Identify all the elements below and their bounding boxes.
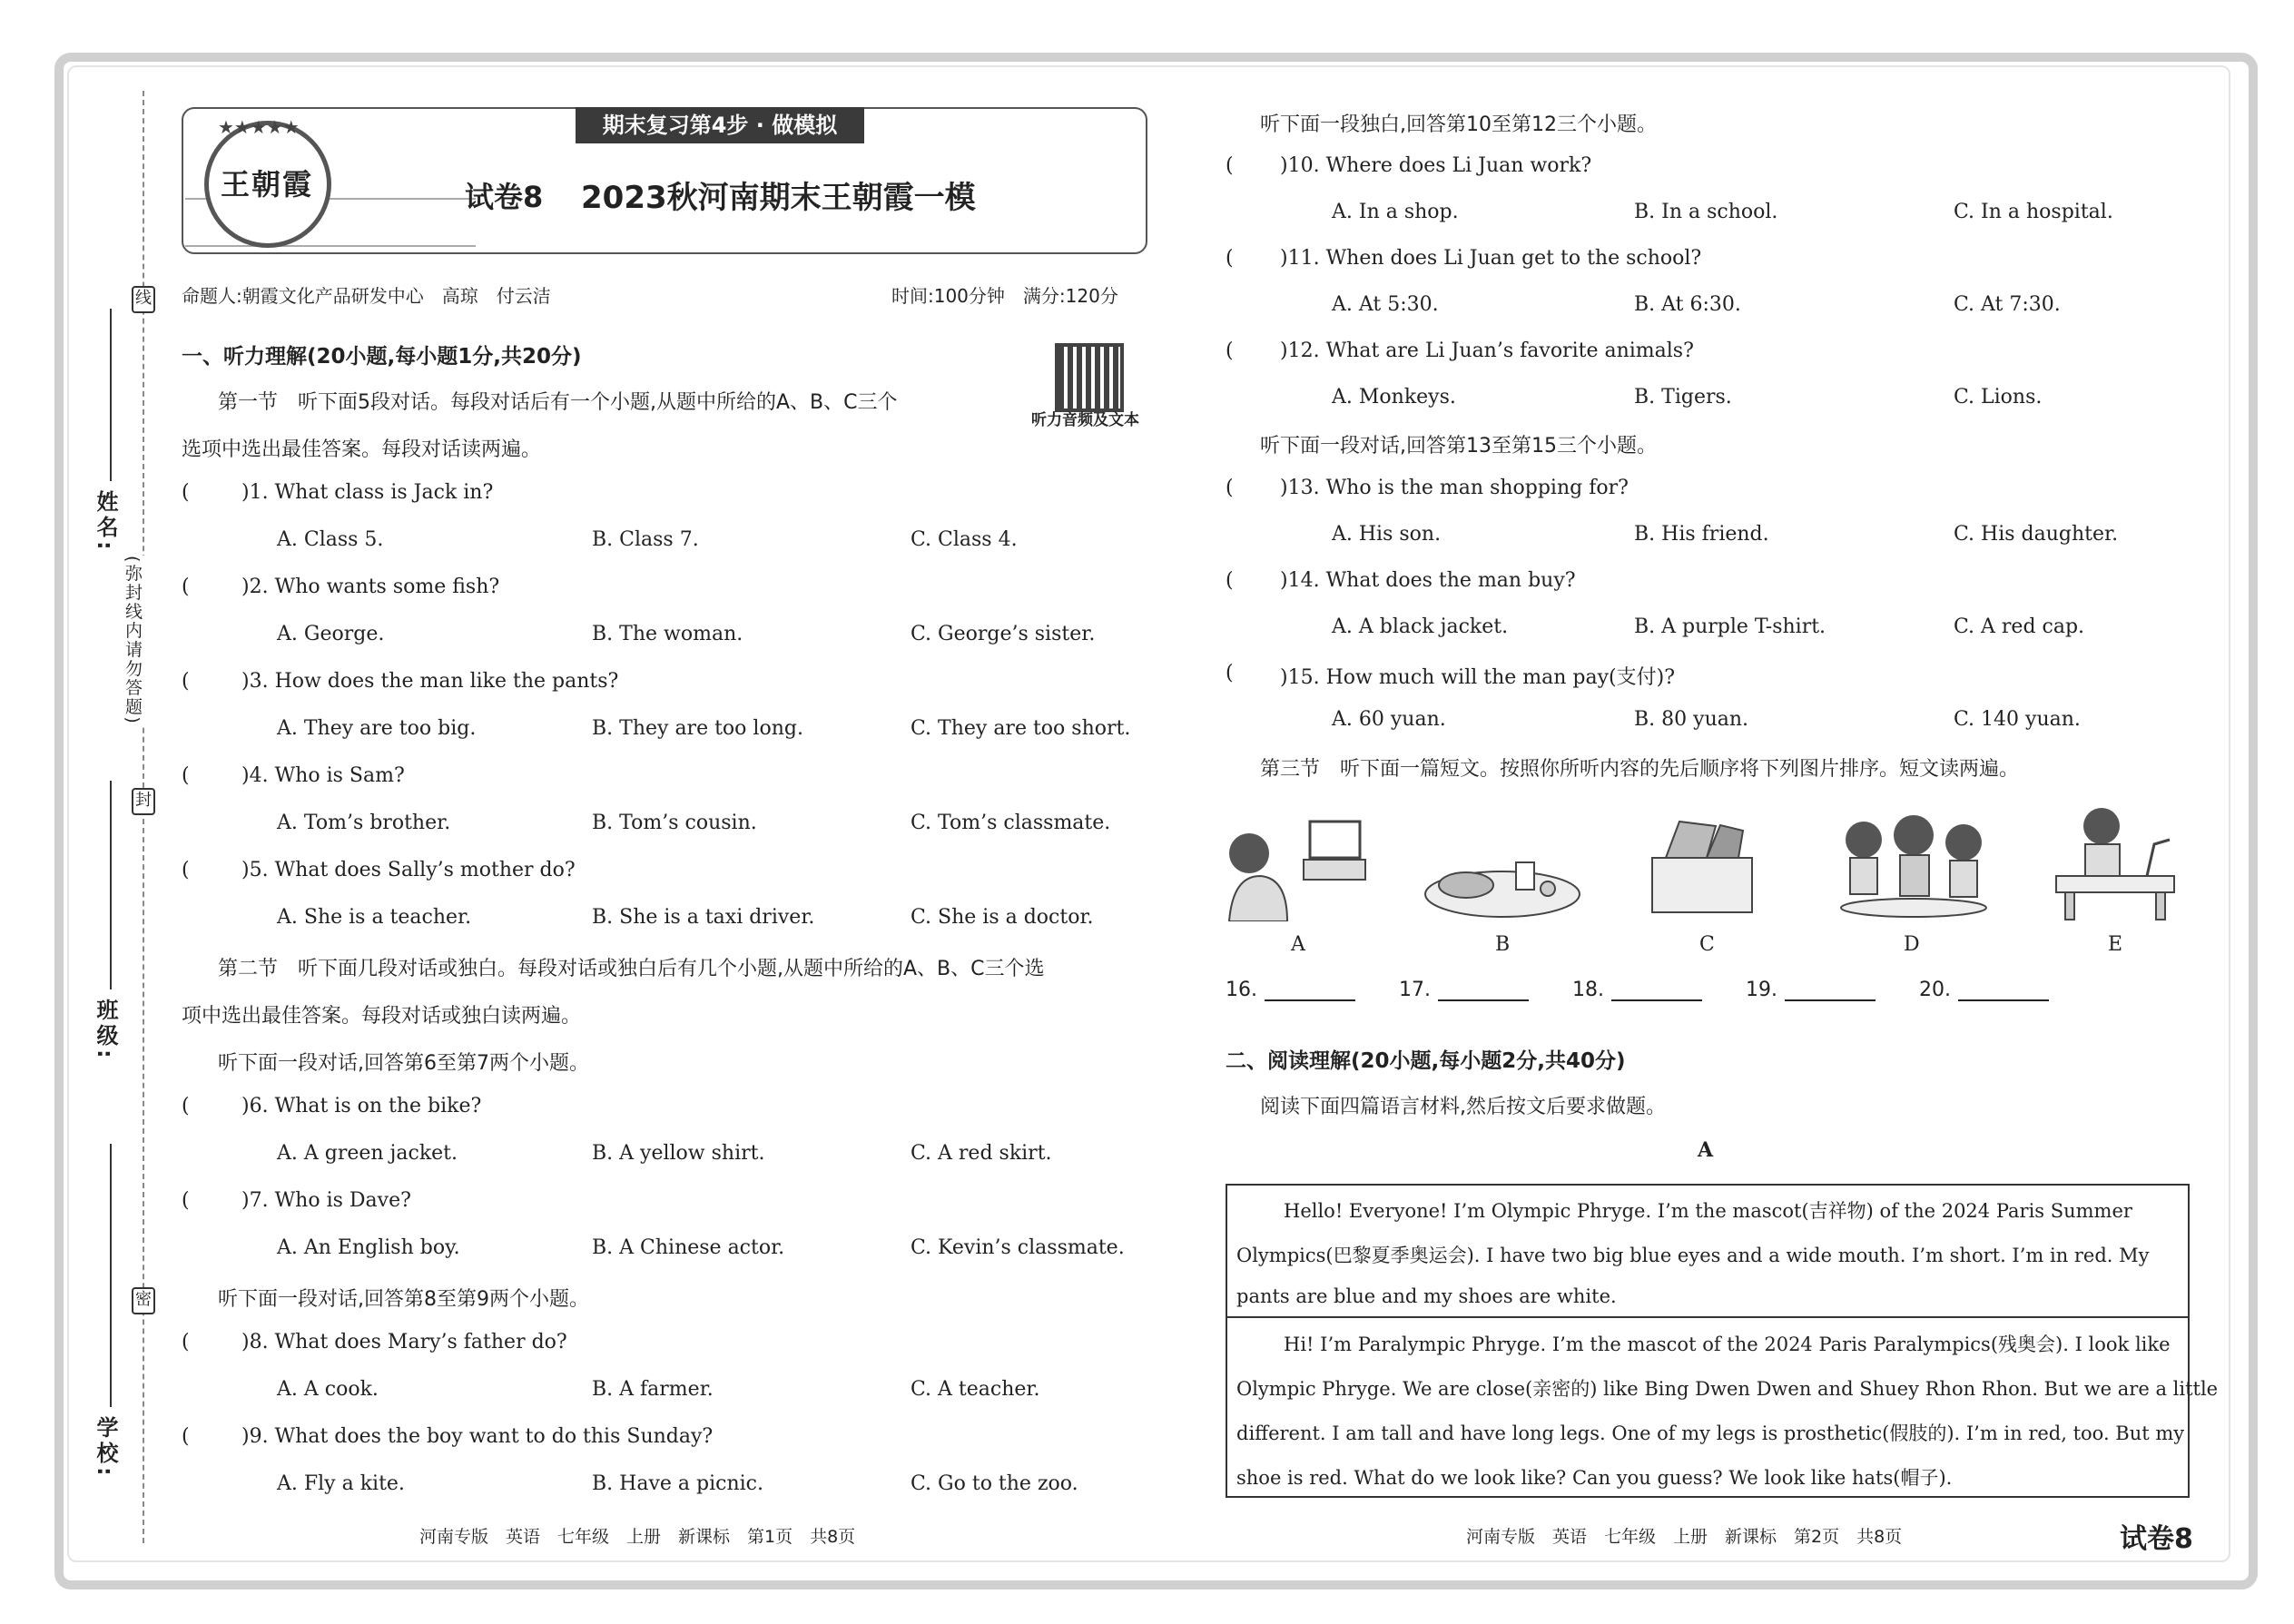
option-a: A. His son. — [1332, 523, 1442, 546]
blank-18[interactable] — [1572, 979, 1702, 1001]
seal-xian: 线 — [132, 286, 155, 313]
authors: 命题人:朝霞文化产品研发中心 高琼 付云洁 — [182, 285, 551, 307]
answer-paren[interactable]: ( — [182, 481, 190, 504]
question-stem: )3. How does the man like the pants? — [241, 670, 619, 693]
picture-b — [1421, 849, 1584, 921]
answer-paren[interactable]: ( — [182, 1095, 190, 1117]
option-b: B. She is a taxi driver. — [592, 906, 815, 929]
section2-heading: 二、阅读理解(20小题,每小题2分,共40分) — [1226, 1049, 1626, 1073]
paper-number: 试卷8 — [465, 180, 544, 214]
option-c: C. Kevin’s classmate. — [911, 1236, 1125, 1259]
reading-intro: 阅读下面四篇语言材料,然后按文后要求做题。 — [1260, 1096, 1666, 1118]
option-c: C. A teacher. — [911, 1378, 1040, 1401]
picture-c — [1643, 812, 1761, 921]
question-stem: )9. What does the boy want to do this Sunday? — [241, 1425, 714, 1448]
option-b: B. They are too long. — [592, 717, 803, 740]
option-a: A. Fly a kite. — [277, 1472, 405, 1495]
blank-19[interactable] — [1746, 979, 1876, 1001]
option-c: C. Class 4. — [911, 528, 1018, 551]
answer-paren[interactable]: ( — [182, 764, 190, 787]
answer-paren[interactable]: ( — [1226, 247, 1234, 270]
answer-paren[interactable]: ( — [182, 1425, 190, 1448]
option-b: B. Have a picnic. — [592, 1472, 763, 1495]
paragraph-2-line-3: different. I am tall and have long legs. One of my legs is prosthetic(假肢的). I’m in red, too. But my — [1236, 1422, 2185, 1444]
seal-feng: 封 — [132, 788, 155, 815]
question-stem: )2. Who wants some fish? — [241, 576, 500, 598]
option-b: B. A yellow shirt. — [592, 1142, 765, 1165]
right-footer: 河南专版 英语 七年级 上册 新课标 第2页 共8页 — [1466, 1527, 1903, 1547]
picture-label-c: C — [1699, 933, 1715, 956]
option-b: B. A farmer. — [592, 1378, 714, 1401]
option-a: A. 60 yuan. — [1332, 708, 1446, 731]
option-a: A. A black jacket. — [1332, 615, 1509, 638]
answer-paren[interactable]: ( — [182, 1331, 190, 1353]
option-a: A. A cook. — [277, 1378, 379, 1401]
option-c: C. In a hospital. — [1954, 201, 2113, 223]
passage-label: A — [1698, 1138, 1714, 1162]
option-b: B. Class 7. — [592, 528, 699, 551]
question-stem: )7. Who is Dave? — [241, 1189, 411, 1212]
picture-d — [1832, 808, 1995, 921]
option-a: A. An English boy. — [277, 1236, 460, 1259]
blank-17[interactable] — [1399, 979, 1529, 1001]
blank-label: 18. — [1572, 979, 1604, 1001]
blank-label: 19. — [1746, 979, 1777, 1001]
option-a: A. Monkeys. — [1332, 386, 1456, 408]
passage-divider — [1226, 1316, 2188, 1318]
option-c: C. They are too short. — [911, 717, 1131, 740]
option-b: B. A purple T-shirt. — [1634, 615, 1826, 638]
intro-13-15: 听下面一段对话,回答第13至第15三个小题。 — [1260, 435, 1657, 458]
answer-paren[interactable]: ( — [1226, 569, 1234, 592]
answer-paren[interactable]: ( — [1226, 662, 1234, 684]
question-stem: )15. How much will the man pay(支付)? — [1280, 666, 1676, 689]
school-field[interactable] — [110, 1144, 112, 1407]
part2-instr-b: 项中选出最佳答案。每段对话或独白读两遍。 — [182, 1005, 582, 1028]
intro-8-9: 听下面一段对话,回答第8至第9两个小题。 — [218, 1288, 589, 1311]
answer-paren[interactable]: ( — [182, 859, 190, 881]
option-a: A. A green jacket. — [277, 1142, 458, 1165]
option-b: B. His friend. — [1634, 523, 1769, 546]
option-c: C. His daughter. — [1954, 523, 2119, 546]
seal-note: (弥封线内请勿答题) — [121, 556, 145, 725]
option-b: B. Tom’s cousin. — [592, 812, 757, 834]
time-score: 时间:100分钟 满分:120分 — [891, 285, 1118, 307]
option-c: C. Go to the zoo. — [911, 1472, 1078, 1495]
option-b: B. 80 yuan. — [1634, 708, 1749, 731]
option-c: C. Tom’s classmate. — [911, 812, 1111, 834]
question-stem: )5. What does Sally’s mother do? — [241, 859, 576, 881]
answer-paren[interactable]: ( — [1226, 340, 1234, 362]
option-b: B. The woman. — [592, 623, 743, 645]
option-c: C. George’s sister. — [911, 623, 1096, 645]
option-a: A. In a shop. — [1332, 201, 1459, 223]
paragraph-1-line-1: Hello! Everyone! I’m Olympic Phryge. I’m the mascot(吉祥物) of the 2024 Paris Summer — [1284, 1200, 2132, 1222]
paragraph-2-line-4: shoe is red. What do we look like? Can you guess? We look like hats(帽子). — [1236, 1467, 1953, 1489]
blank-16[interactable] — [1226, 979, 1355, 1001]
intro-6-7: 听下面一段对话,回答第6至第7两个小题。 — [218, 1052, 589, 1075]
question-stem: )12. What are Li Juan’s favorite animals? — [1280, 340, 1694, 362]
blank-label: 17. — [1399, 979, 1431, 1001]
picture-label-e: E — [2108, 933, 2123, 956]
seal-mi: 密 — [132, 1287, 155, 1314]
class-label: 班级: — [93, 999, 118, 1062]
option-c: C. Lions. — [1954, 386, 2043, 408]
corner-paper-number: 试卷8 — [2120, 1523, 2193, 1555]
question-stem: )14. What does the man buy? — [1280, 569, 1576, 592]
question-stem: )10. Where does Li Juan work? — [1280, 154, 1592, 177]
section1-heading: 一、听力理解(20小题,每小题1分,共20分) — [182, 345, 582, 369]
option-c: C. 140 yuan. — [1954, 708, 2081, 731]
name-label: 姓名: — [93, 490, 118, 554]
picture-label-d: D — [1904, 933, 1920, 956]
option-a: A. At 5:30. — [1332, 293, 1439, 316]
qr-code[interactable] — [1055, 343, 1124, 412]
paragraph-1-line-3: pants are blue and my shoes are white. — [1236, 1285, 1617, 1307]
name-field[interactable] — [110, 309, 112, 481]
class-field[interactable] — [110, 781, 112, 989]
option-c: C. She is a doctor. — [911, 906, 1094, 929]
option-b: B. In a school. — [1634, 201, 1778, 223]
banner: 期末复习第4步 · 做模拟 — [576, 107, 864, 143]
option-c: C. A red cap. — [1954, 615, 2085, 638]
picture-label-b: B — [1495, 933, 1511, 956]
question-stem: )4. Who is Sam? — [241, 764, 405, 787]
part1-instr-b: 选项中选出最佳答案。每段对话读两遍。 — [182, 438, 542, 461]
option-a: A. Tom’s brother. — [277, 812, 451, 834]
answer-paren[interactable]: ( — [1226, 477, 1234, 499]
blank-label: 20. — [1919, 979, 1951, 1001]
picture-label-a: A — [1291, 933, 1305, 956]
option-a: A. George. — [277, 623, 385, 645]
blank-label: 16. — [1226, 979, 1257, 1001]
part3-instr: 第三节 听下面一篇短文。按照你所听内容的先后顺序将下列图片排序。短文读两遍。 — [1260, 758, 2020, 781]
binding-margin — [86, 91, 168, 1543]
part2-instr-a: 第二节 听下面几段对话或独白。每段对话或独白后有几个小题,从题中所给的A、B、C三个选 — [218, 958, 1045, 980]
option-a: A. They are too big. — [277, 717, 477, 740]
question-stem: )8. What does Mary’s father do? — [241, 1331, 567, 1353]
question-stem: )6. What is on the bike? — [241, 1095, 482, 1117]
answer-paren[interactable]: ( — [1226, 154, 1234, 177]
answer-paren[interactable]: ( — [182, 1189, 190, 1212]
question-stem: )1. What class is Jack in? — [241, 481, 494, 504]
intro-10-12: 听下面一段独白,回答第10至第12三个小题。 — [1260, 113, 1657, 136]
option-a: A. Class 5. — [277, 528, 384, 551]
logo-text: 王朝霞 — [221, 167, 314, 202]
question-stem: )11. When does Li Juan get to the school? — [1280, 247, 1702, 270]
blank-20[interactable] — [1919, 979, 2049, 1001]
option-b: B. Tigers. — [1634, 386, 1732, 408]
picture-a — [1224, 812, 1369, 921]
part1-instr-a: 第一节 听下面5段对话。每段对话后有一个小题,从题中所给的A、B、C三个 — [218, 391, 898, 414]
paragraph-1-line-2: Olympics(巴黎夏季奥运会). I have two big blue eyes and a wide mouth. I’m short. I’m in red. My — [1236, 1245, 2150, 1266]
option-b: B. A Chinese actor. — [592, 1236, 785, 1259]
option-c: C. At 7:30. — [1954, 293, 2061, 316]
school-label: 学校: — [93, 1416, 118, 1480]
option-c: C. A red skirt. — [911, 1142, 1052, 1165]
paragraph-2-line-1: Hi! I’m Paralympic Phryge. I’m the mascot of the 2024 Paris Paralympics(残奥会). I look like — [1284, 1334, 2171, 1355]
answer-paren[interactable]: ( — [182, 670, 190, 693]
logo-stars: ★★★★★ — [218, 116, 300, 138]
picture-e — [2047, 803, 2183, 921]
answer-paren[interactable]: ( — [182, 576, 190, 598]
option-b: B. At 6:30. — [1634, 293, 1741, 316]
option-a: A. She is a teacher. — [277, 906, 472, 929]
qr-caption: 听力音频及文本 — [1031, 411, 1139, 429]
paper-title: 2023秋河南期末王朝霞一模 — [581, 180, 976, 216]
left-footer: 河南专版 英语 七年级 上册 新课标 第1页 共8页 — [419, 1527, 856, 1547]
question-stem: )13. Who is the man shopping for? — [1280, 477, 1629, 499]
paragraph-2-line-2: Olympic Phryge. We are close(亲密的) like Bing Dwen Dwen and Shuey Rhon Rhon. But we are a little — [1236, 1378, 2219, 1400]
